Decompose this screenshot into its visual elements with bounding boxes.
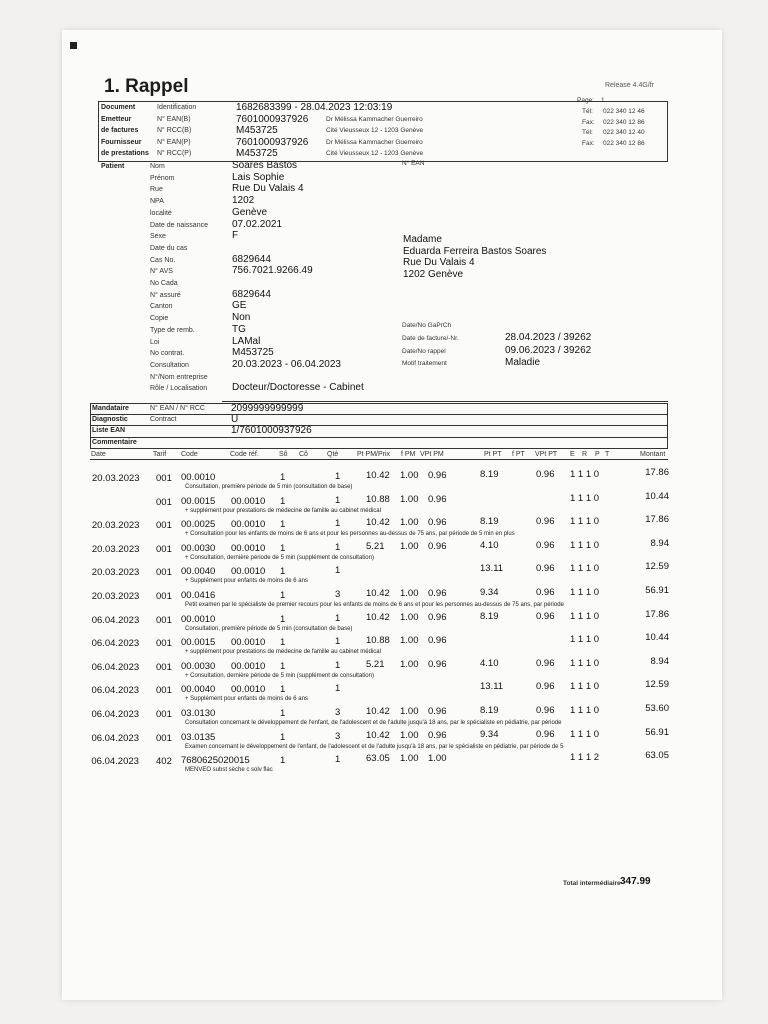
line-erpt: 1 1 1 0 — [570, 681, 600, 693]
line-f-pm: 1.00 — [400, 753, 419, 765]
line-vpt-pt: 0.96 — [536, 563, 555, 575]
line-pt-pm: 5.21 — [366, 540, 385, 552]
line-amount: 10.44 — [645, 490, 669, 502]
patient-field-label: Cas No. — [150, 256, 176, 264]
rule-line-vertical — [667, 403, 668, 448]
line-erpt: 1 1 1 0 — [570, 705, 600, 716]
line-so: 1 — [280, 495, 286, 507]
line-code-ref: 00.0010 — [231, 637, 266, 649]
box-label: Diagnostic — [92, 416, 128, 424]
line-pt-pt: 8.19 — [480, 610, 499, 622]
column-header: E — [570, 451, 575, 458]
line-f-pm: 1.00 — [400, 540, 419, 552]
line-f-pm: 1.00 — [400, 470, 419, 481]
phone-label: Tél: — [582, 108, 593, 115]
line-qty: 3 — [335, 730, 341, 742]
box-rule — [90, 448, 668, 449]
line-code: 03.0135 — [181, 731, 216, 743]
rule-line-vertical — [98, 101, 99, 161]
line-pt-pt: 8.19 — [480, 516, 499, 528]
page-title: 1. Rappel — [104, 76, 189, 97]
line-pt-pt: 8.19 — [480, 469, 499, 480]
role-underline — [222, 401, 668, 402]
column-header: Qté — [327, 451, 339, 458]
top-block-name: Dr Mélissa Kammacher Guerreiro — [326, 115, 423, 123]
box-label: Mandataire — [92, 405, 129, 412]
box-sublabel: Contract — [150, 416, 177, 424]
column-header: R — [582, 451, 588, 458]
line-code: 00.0040 — [181, 684, 216, 696]
box-value: U — [231, 414, 239, 426]
line-vpt-pt: 0.96 — [536, 610, 555, 622]
line-description: + Consultation pour les enfants de moins de 6 ans et pour les personnes au-dessus de 75 ans, par période de 5 min en plus — [185, 531, 515, 538]
address-line: 1202 Genève — [403, 268, 464, 280]
rule-line-vertical — [90, 403, 91, 448]
line-code: 00.0025 — [181, 519, 216, 531]
line-erpt: 1 1 1 0 — [570, 469, 600, 480]
column-header: Cô — [299, 451, 308, 458]
line-tarif: 001 — [156, 543, 172, 555]
line-code: 7680625020015 — [181, 755, 250, 767]
line-f-pm: 1.00 — [400, 611, 419, 623]
line-vpt-pm: 0.96 — [428, 517, 447, 529]
line-vpt-pm: 1.00 — [428, 753, 447, 765]
patient-field-value: LAMal — [232, 335, 261, 347]
right-field-label: Date de facture/-Nr. — [402, 335, 459, 342]
line-vpt-pt: 0.96 — [536, 657, 555, 669]
line-erpt: 1 1 1 0 — [570, 728, 600, 740]
line-code-ref: 00.0010 — [231, 542, 266, 554]
patient-field-value: 1202 — [232, 195, 255, 207]
box-sublabel: N° EAN / N° RCC — [150, 405, 205, 412]
line-date: 20.03.2023 — [91, 520, 140, 532]
patient-field-label: Sexe — [150, 233, 166, 241]
line-vpt-pt: 0.96 — [536, 539, 555, 551]
total-value: 347.99 — [620, 876, 651, 887]
phone-value: 022 340 12 86 — [603, 139, 645, 147]
line-tarif: 001 — [156, 520, 172, 532]
phone-value: 022 340 12 46 — [603, 108, 645, 115]
address-line: Rue Du Valais 4 — [403, 257, 475, 268]
top-block-sublabel: N° EAN(P) — [157, 138, 191, 146]
line-pt-pt: 9.34 — [480, 728, 499, 740]
phone-label: Fax: — [582, 118, 595, 126]
patient-field-value: 20.03.2023 - 06.04.2023 — [232, 358, 341, 370]
line-so: 1 — [280, 731, 286, 743]
patient-field-label: Rôle / Localisation — [150, 385, 208, 393]
column-header: Pt PT — [484, 451, 502, 458]
columns-rule — [90, 459, 668, 460]
line-vpt-pm: 0.96 — [428, 658, 447, 670]
patient-section-label: Patient — [101, 163, 125, 170]
column-header: f PT — [512, 451, 525, 458]
box-value: 1/7601000937926 — [231, 425, 312, 437]
patient-field-value: 756.7021.9266.49 — [232, 265, 313, 277]
patient-field-label: Rue — [150, 186, 163, 194]
line-description: + Supplément pour enfants de moins de 6 ans — [185, 696, 308, 703]
line-amount: 56.91 — [645, 585, 669, 596]
patient-field-value: Non — [232, 312, 251, 324]
line-pt-pm: 10.42 — [366, 729, 390, 741]
line-amount: 17.86 — [645, 514, 669, 526]
line-vpt-pm: 0.96 — [428, 493, 447, 505]
line-code: 00.0010 — [181, 472, 216, 483]
line-tarif: 001 — [156, 732, 172, 744]
line-so: 1 — [280, 519, 286, 531]
line-vpt-pm: 0.96 — [428, 635, 447, 647]
line-code: 00.0015 — [181, 495, 216, 507]
line-amount: 17.86 — [645, 608, 669, 620]
patient-field-label: Nom — [150, 163, 165, 170]
line-tarif: 001 — [156, 661, 172, 673]
line-pt-pt: 13.11 — [480, 563, 504, 575]
patient-field-label: Consultation — [150, 361, 189, 369]
line-pt-pm: 10.42 — [366, 611, 390, 623]
release-label: Release 4.4G/fr — [605, 82, 655, 89]
patient-field-label: Date de naissance — [150, 221, 208, 229]
patient-field-label: Copie — [150, 315, 169, 323]
patient-field-label: No contrat. — [150, 350, 185, 358]
top-block-value: M453725 — [236, 148, 278, 159]
line-tarif: 001 — [156, 614, 172, 626]
top-block-sublabel: Identification — [157, 104, 197, 111]
line-vpt-pm: 0.96 — [428, 729, 447, 741]
line-vpt-pm: 0.96 — [428, 611, 447, 623]
top-block-label: de factures — [101, 127, 139, 134]
line-code: 00.0040 — [181, 566, 216, 578]
line-f-pm: 1.00 — [400, 635, 419, 647]
box-value: 2099999999999 — [231, 403, 304, 414]
line-pt-pm: 10.42 — [366, 588, 390, 599]
right-field-label: Motif traitement — [402, 360, 447, 367]
patient-field-value: GE — [232, 300, 247, 312]
line-vpt-pt: 0.96 — [536, 587, 555, 598]
line-code-ref: 00.0010 — [231, 684, 266, 696]
line-amount: 63.05 — [645, 750, 669, 762]
patient-field-value: TG — [232, 323, 246, 335]
line-description: + Consultation, dernière période de 5 min (supplément de consultation) — [185, 672, 374, 679]
top-block-sublabel: N° RCC(B) — [157, 127, 192, 134]
top-block-value: 1682683399 - 28.04.2023 12:03:19 — [236, 102, 393, 113]
line-vpt-pt: 0.96 — [536, 469, 555, 480]
line-so: 1 — [280, 684, 286, 696]
line-pt-pt: 8.19 — [480, 705, 499, 716]
line-date: 06.04.2023 — [91, 709, 140, 720]
column-header: Code — [181, 451, 198, 458]
top-block-value: M453725 — [236, 125, 278, 136]
top-block-sublabel: N° RCC(P) — [157, 150, 192, 157]
line-date: 06.04.2023 — [91, 732, 139, 744]
patient-field-label: Type de remb. — [150, 326, 195, 334]
line-tarif: 001 — [156, 709, 172, 720]
line-f-pm: 1.00 — [400, 588, 419, 599]
patient-ean-label: N° EAN — [402, 160, 425, 167]
line-erpt: 1 1 1 0 — [570, 610, 600, 622]
page-value: 1 — [601, 97, 605, 104]
line-vpt-pt: 0.96 — [536, 516, 555, 528]
line-f-pm: 1.00 — [400, 493, 419, 505]
column-header: Pt PM/Prix — [357, 451, 391, 458]
line-pt-pt: 13.11 — [480, 681, 504, 693]
patient-field-label: localité — [150, 209, 172, 217]
line-qty: 1 — [335, 518, 341, 530]
line-so: 1 — [280, 542, 286, 554]
line-code: 00.0015 — [181, 637, 216, 649]
line-date: 20.03.2023 — [92, 473, 140, 484]
line-so: 1 — [280, 708, 286, 719]
top-block-label: Document — [101, 104, 136, 111]
line-tarif: 001 — [156, 496, 172, 508]
line-amount: 12.59 — [645, 561, 669, 573]
line-date: 20.03.2023 — [91, 591, 140, 602]
address-line: Madame — [403, 234, 442, 245]
patient-field-label: Date du cas — [150, 244, 188, 252]
column-header: Code réf. — [230, 451, 259, 458]
patient-field-label: Canton — [150, 303, 173, 311]
phone-value: 022 340 12 40 — [603, 129, 645, 136]
line-description: + supplément pour prestations de médecine de famille au cabinet médical — [185, 507, 381, 514]
line-description: Examen concernant le développement de l'enfant, de l'adolescent et de l'adulte jusqu'à 18 ans, par le spécialiste en pédiatrie, par période de 5 — [185, 743, 564, 750]
line-description: MENVEO subst sèche c solv flac — [185, 767, 273, 774]
line-date: 20.03.2023 — [91, 543, 140, 555]
line-qty: 1 — [335, 565, 341, 577]
phone-label: Tél: — [582, 129, 593, 136]
column-header: Date — [91, 451, 106, 458]
patient-field-value: Rue Du Valais 4 — [232, 183, 304, 195]
line-erpt: 1 1 1 0 — [570, 563, 600, 575]
patient-field-value: Genève — [232, 206, 268, 218]
patient-field-label: N° assuré — [150, 291, 181, 299]
line-description: + Consultation, dernière période de 5 min (supplément de consultation) — [185, 554, 374, 561]
line-f-pm: 1.00 — [400, 517, 419, 529]
line-erpt: 1 1 1 0 — [570, 516, 600, 528]
line-erpt: 1 1 1 0 — [570, 657, 600, 669]
patient-field-value: 6829644 — [232, 288, 271, 300]
top-block-name: Cité Vieusseux 12 - 1203 Genève — [326, 127, 424, 134]
line-vpt-pm: 0.96 — [428, 540, 447, 552]
line-description: Consultation, première période de 5 min (consultation de base) — [185, 625, 353, 632]
patient-rule — [98, 161, 668, 162]
patient-field-value: Lais Sophie — [232, 171, 285, 183]
line-pt-pm: 63.05 — [366, 753, 390, 765]
box-label: Liste EAN — [92, 427, 126, 435]
patient-field-value: 07.02.2021 — [232, 218, 283, 230]
patient-field-value: 6829644 — [232, 253, 271, 265]
line-code: 00.0010 — [181, 613, 216, 625]
line-so: 1 — [280, 566, 286, 578]
line-amount: 12.59 — [645, 679, 669, 691]
line-date: 06.04.2023 — [91, 661, 140, 673]
line-vpt-pt: 0.96 — [536, 705, 555, 716]
patient-field-label: Prénom — [150, 174, 175, 182]
phone-label: Fax: — [582, 139, 595, 147]
line-code: 00.0030 — [181, 660, 216, 672]
line-vpt-pt: 0.96 — [536, 728, 555, 740]
top-block-name: Dr Mélissa Kammacher Guerreiro — [326, 138, 423, 146]
line-date: 06.04.2023 — [91, 614, 140, 626]
line-pt-pm: 5.21 — [366, 658, 385, 670]
box-rule — [90, 425, 668, 426]
line-erpt: 1 1 1 0 — [570, 587, 600, 598]
right-field-value: Maladie — [505, 357, 541, 368]
top-block-sublabel: N° EAN(B) — [157, 115, 191, 123]
patient-field-label: NPA — [150, 198, 164, 206]
page-label: Page: — [577, 97, 594, 104]
line-description: Petit examen par le spécialiste de premier recours pour les enfants de moins de 6 ans et pour les personnes au-dessus de 75 ans, par période — [185, 602, 564, 608]
column-header: T — [605, 451, 610, 458]
box-rule — [90, 414, 668, 415]
line-date: 06.04.2023 — [91, 685, 140, 697]
patient-field-value: F — [232, 230, 239, 242]
right-field-value: 09.06.2023 / 39262 — [505, 344, 592, 356]
line-pt-pm: 10.88 — [366, 635, 390, 647]
line-amount: 53.60 — [645, 703, 669, 714]
line-vpt-pt: 0.96 — [536, 681, 555, 693]
line-qty: 1 — [335, 471, 341, 482]
box-rule — [90, 403, 668, 404]
line-qty: 3 — [335, 707, 341, 718]
line-so: 1 — [280, 590, 286, 601]
line-qty: 1 — [335, 636, 341, 648]
line-so: 1 — [280, 660, 286, 672]
column-header: Tarif — [153, 451, 167, 458]
line-pt-pm: 10.42 — [366, 517, 390, 529]
top-block-value: 7601000937926 — [236, 136, 309, 148]
line-pt-pm: 10.42 — [366, 706, 390, 717]
top-block-label: Emetteur — [101, 115, 132, 123]
line-erpt: 1 1 1 2 — [570, 752, 600, 764]
top-block-label: de prestations — [101, 150, 149, 157]
line-date: 06.04.2023 — [91, 756, 139, 768]
phone-value: 022 340 12 86 — [603, 118, 645, 126]
line-f-pm: 1.00 — [400, 706, 419, 717]
line-description: + supplément pour prestations de médecine de famille au cabinet médical — [185, 649, 381, 656]
line-description: Consultation, première période de 5 min (consultation de base) — [185, 484, 353, 490]
column-header: P — [595, 451, 600, 458]
patient-field-value: M453725 — [232, 347, 274, 359]
line-f-pm: 1.00 — [400, 658, 419, 670]
line-erpt: 1 1 1 0 — [570, 539, 600, 551]
line-tarif: 402 — [156, 756, 172, 768]
line-amount: 17.86 — [645, 467, 669, 478]
line-code: 00.0030 — [181, 542, 216, 554]
line-description: Consultation concernant le développement de l'enfant, de l'adolescent et de l'adulte jusqu'à 18 ans, par le spécialiste en pédiatrie, par période — [185, 720, 562, 726]
line-so: 1 — [280, 637, 286, 649]
line-pt-pt: 4.10 — [480, 657, 499, 669]
patient-field-label: N° AVS — [150, 268, 173, 276]
line-vpt-pm: 0.96 — [428, 588, 447, 599]
line-vpt-pm: 0.96 — [428, 706, 447, 717]
rule-line-vertical — [667, 101, 668, 161]
line-amount: 8.94 — [650, 537, 669, 549]
column-header: VPt PT — [535, 451, 558, 458]
box-label: Commentaire — [92, 438, 137, 446]
line-amount: 10.44 — [645, 632, 669, 644]
line-code-ref: 00.0010 — [231, 566, 266, 578]
line-qty: 1 — [335, 683, 341, 695]
line-date: 06.04.2023 — [91, 638, 140, 650]
line-vpt-pm: 0.96 — [428, 470, 447, 481]
address-line: Eduarda Ferreira Bastos Soares — [403, 245, 547, 257]
line-tarif: 001 — [156, 685, 172, 697]
line-pt-pm: 10.88 — [366, 493, 390, 505]
box-rule — [90, 437, 668, 438]
patient-field-value: Docteur/Doctoresse - Cabinet — [232, 382, 364, 394]
line-code-ref: 00.0010 — [231, 660, 266, 672]
patient-field-value: Soares Bastos — [232, 160, 298, 171]
patient-field-label: Loi — [150, 338, 160, 346]
line-pt-pt: 4.10 — [480, 539, 499, 551]
line-description: + Supplément pour enfants de moins de 6 ans — [185, 578, 308, 585]
column-header: VPt PM — [420, 451, 444, 458]
line-f-pm: 1.00 — [400, 729, 419, 741]
line-qty: 1 — [335, 494, 341, 506]
line-qty: 1 — [335, 659, 341, 671]
column-header: Sô — [279, 451, 288, 458]
line-code-ref: 00.0010 — [231, 495, 266, 507]
line-code-ref: 00.0010 — [231, 519, 266, 531]
right-field-label: Date/No rappel — [402, 347, 446, 355]
line-so: 1 — [280, 613, 286, 625]
line-code: 03.0130 — [181, 708, 216, 719]
top-block-value: 7601000937926 — [236, 113, 309, 125]
line-tarif: 001 — [156, 591, 172, 602]
bullet-mark — [70, 42, 77, 49]
total-label: Total intermédiaire — [563, 880, 621, 887]
line-tarif: 001 — [156, 638, 172, 650]
right-field-value: 28.04.2023 / 39262 — [505, 332, 592, 343]
line-so: 1 — [280, 755, 286, 767]
patient-field-label: No Cada — [150, 280, 178, 287]
column-header: f PM — [401, 451, 416, 458]
line-qty: 1 — [335, 612, 341, 624]
top-block-name: Cité Vieusseux 12 - 1203 Genève — [326, 150, 424, 157]
line-date: 20.03.2023 — [91, 567, 140, 579]
line-tarif: 001 — [156, 567, 172, 579]
column-header: Montant — [640, 451, 666, 458]
line-pt-pt: 9.34 — [480, 587, 499, 598]
line-qty: 1 — [335, 541, 341, 553]
line-tarif: 001 — [156, 473, 172, 484]
line-qty: 3 — [335, 589, 341, 600]
line-qty: 1 — [335, 754, 341, 766]
line-code: 00.0416 — [181, 590, 216, 601]
line-erpt: 1 1 1 0 — [570, 634, 600, 646]
gaprch-label: Date/No GaPrCh — [402, 322, 452, 329]
patient-field-label: N°/Nom entreprise — [150, 373, 208, 381]
line-erpt: 1 1 1 0 — [570, 492, 600, 504]
line-so: 1 — [280, 472, 286, 483]
line-amount: 56.91 — [645, 726, 669, 738]
top-block-label: Fournisseur — [101, 138, 142, 146]
line-amount: 8.94 — [650, 655, 669, 667]
line-pt-pm: 10.42 — [366, 470, 390, 481]
